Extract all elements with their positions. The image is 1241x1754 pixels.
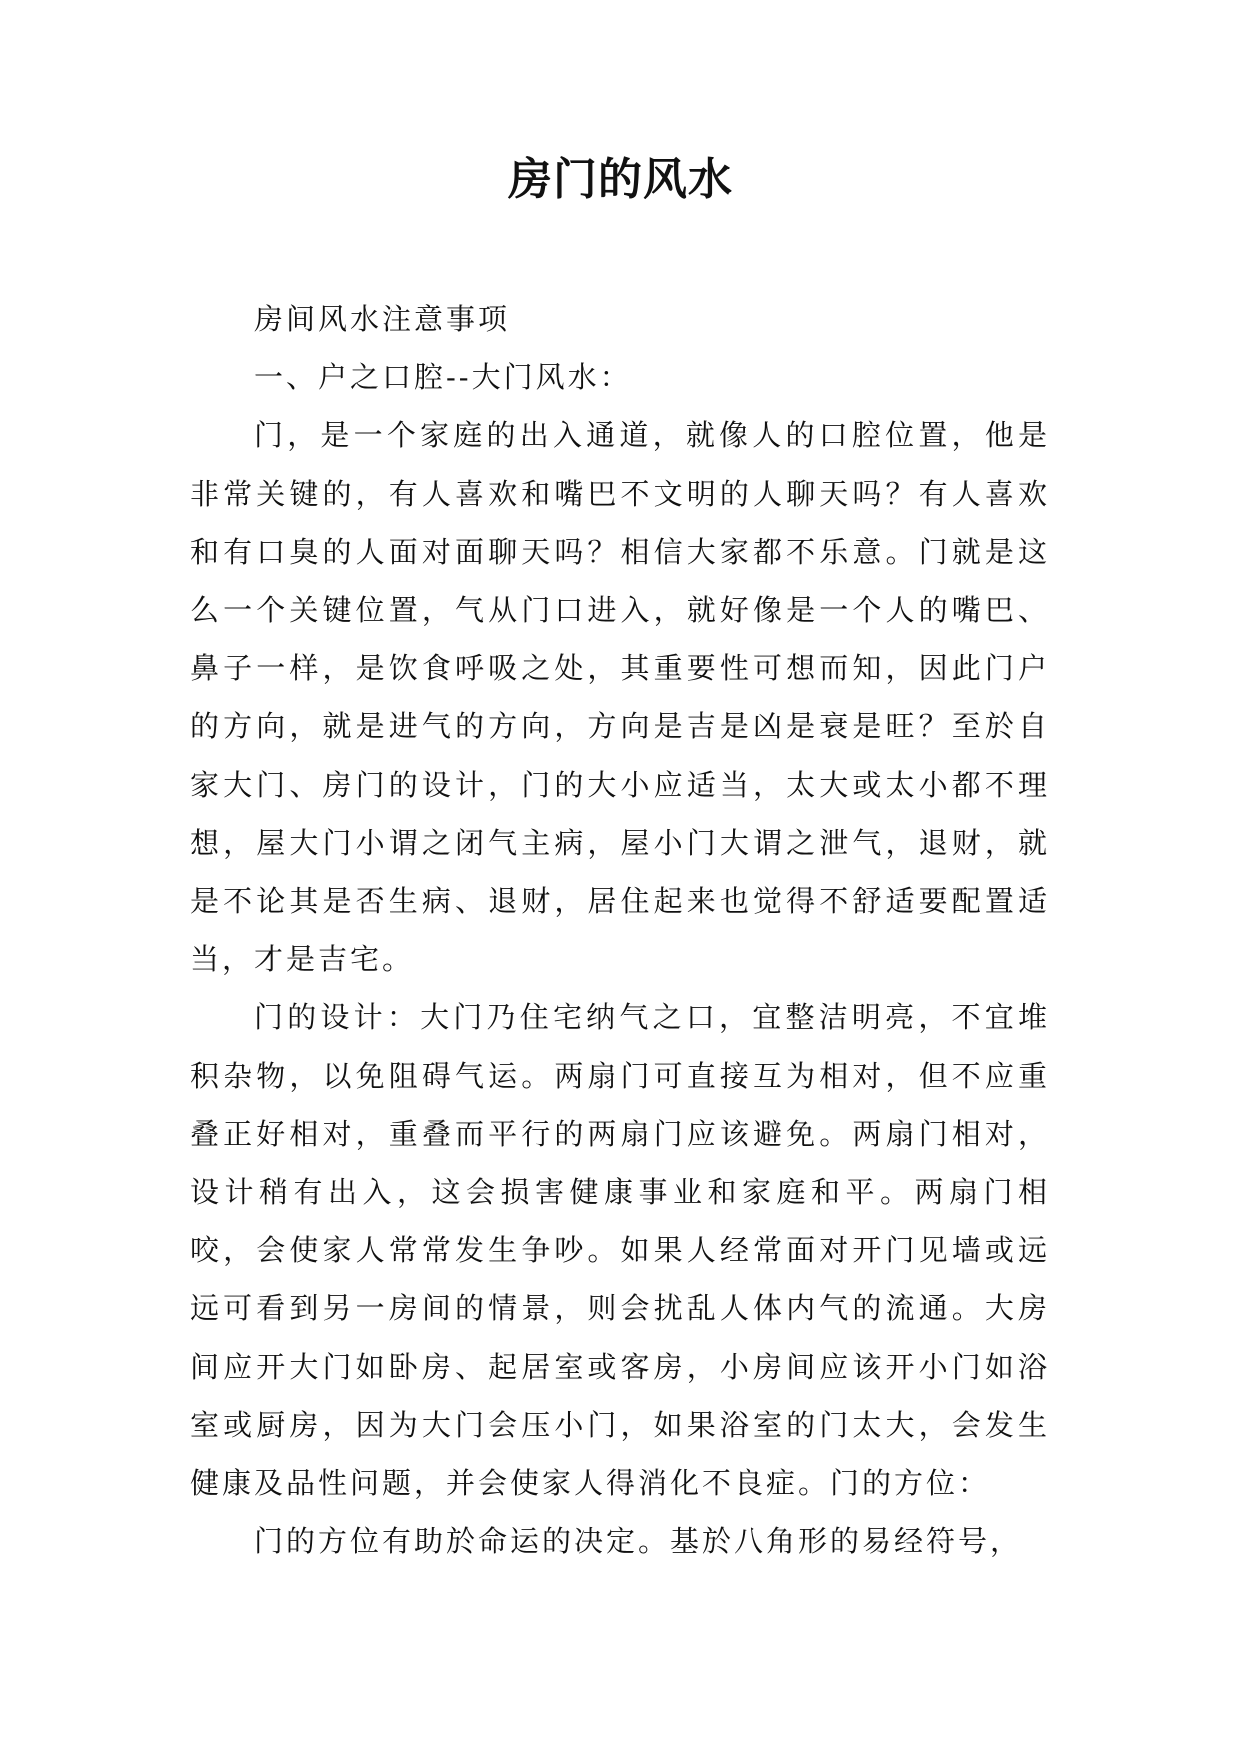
paragraph-section-title: 一、户之口腔--大门风水： (254, 360, 632, 395)
paragraph-heading: 房间风水注意事项 (254, 302, 511, 336)
document-title: 房门的风水 (508, 154, 733, 205)
paragraph-door-intro: 门，是一个家庭的出入通道，就像人的口腔位置，他是非常关键的，有人喜欢和嘴巴不文明的人聊天吗？有人喜欢和有口臭的人面对面聊天吗？相信大家都不乐意。门就是这么一个关键位置，气从门口进入，就好像是一个人的嘴巴、鼻子一样，是饮食呼吸之处，其重要性可想而知，因此门户的方向，就是进气的方向，方向是吉是凶是衰是旺？至於自家大门、房门的设计，门的大小应适当，太大或太小都不理想，屋大门小谓之闭气主病，屋小门大谓之泄气，退财，就是不论其是否生病、退财，居住起来也觉得不舒适要配置适当，才是吉宅。 (190, 418, 1050, 977)
paragraph-door-orientation: 门的方位有助於命运的决定。基於八角形的易经符号， (254, 1524, 1023, 1559)
document-body (190, 290, 1050, 1570)
paragraph-door-design: 门的设计：大门乃住宅纳气之口，宜整洁明亮，不宜堆积杂物，以免阻碍气运。两扇门可直接互为相对，但不应重叠正好相对，重叠而平行的两扇门应该避免。两扇门相对，设计稍有出入，这会损害健康事业和家庭和平。两扇门相咬，会使家人常常发生争吵。如果人经常面对开门见墙或远远可看到另一房间的情景，则会扰乱人体内气的流通。大房间应开大门如卧房、起居室或客房，小房间应该开小门如浴室或厨房，因为大门会压小门，如果浴室的门太大，会发生健康及品性问题，并会使家人得消化不良症。门的方位： (190, 1000, 1050, 1501)
